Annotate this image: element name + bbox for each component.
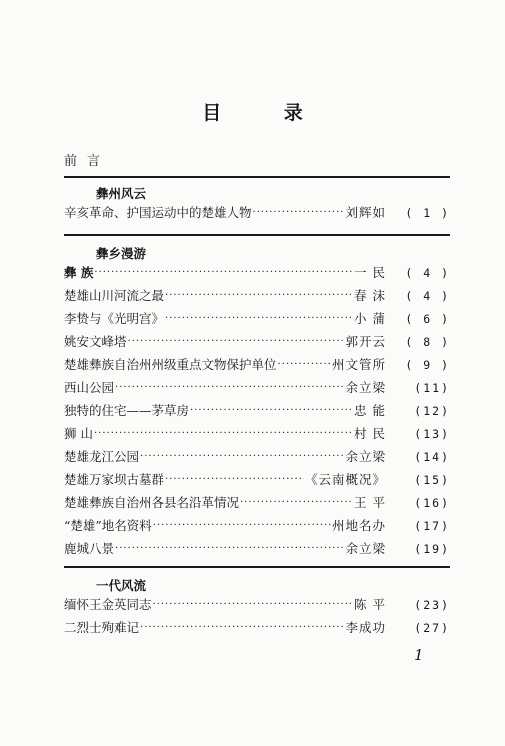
section-divider bbox=[64, 234, 450, 236]
entry-title: 缅怀王金英同志 bbox=[64, 597, 152, 612]
entry-author: 村 民 bbox=[354, 426, 386, 441]
entry-page: (17) bbox=[414, 519, 450, 533]
leader-dots bbox=[190, 402, 353, 420]
leader-dots bbox=[128, 333, 345, 351]
preface-entry: 前言 bbox=[64, 154, 111, 169]
entry-page: ( 6 ) bbox=[405, 312, 450, 326]
entry-title: 楚雄山川河流之最 bbox=[64, 288, 165, 303]
entry-title: 李贽与《光明宫》 bbox=[64, 311, 165, 326]
entry-author: 余立梁 bbox=[345, 380, 386, 395]
leader-dots bbox=[278, 356, 331, 374]
entry-author: 州地名办 bbox=[331, 518, 386, 533]
leader-dots bbox=[115, 379, 344, 397]
leader-dots bbox=[165, 287, 353, 305]
leader-dots bbox=[240, 494, 353, 512]
section-divider bbox=[64, 176, 450, 178]
toc-entry bbox=[64, 287, 450, 305]
entry-page: ( 9 ) bbox=[405, 358, 450, 372]
entry-page: (13) bbox=[414, 427, 450, 441]
section-divider bbox=[64, 566, 450, 568]
leader-dots bbox=[140, 448, 344, 466]
section-title-yizhou: 彝州风云 bbox=[96, 186, 147, 201]
toc-entry bbox=[64, 471, 450, 489]
page-title: 目 录 bbox=[202, 102, 331, 124]
page-number: 1 bbox=[414, 646, 424, 664]
leader-dots bbox=[115, 540, 344, 558]
entry-page: ( 1 ) bbox=[405, 206, 450, 220]
toc-entry bbox=[64, 448, 450, 466]
entry-title: 狮 山 bbox=[64, 426, 93, 441]
section-title-yidai: 一代风流 bbox=[96, 578, 147, 593]
entry-title: 楚雄彝族自治州各县名沿革情况 bbox=[64, 495, 240, 510]
toc-entry bbox=[64, 204, 450, 222]
leader-dots bbox=[94, 425, 353, 443]
entry-page: (11) bbox=[414, 381, 450, 395]
entry-page: (15) bbox=[414, 473, 450, 487]
entry-author: 余立梁 bbox=[345, 541, 386, 556]
entry-page: (14) bbox=[414, 450, 450, 464]
entry-page: (12) bbox=[414, 404, 450, 418]
entry-title: 楚雄龙江公园 bbox=[64, 449, 140, 464]
entry-title: 楚雄彝族自治州州级重点文物保护单位 bbox=[64, 357, 277, 372]
entry-page: ( 4 ) bbox=[405, 266, 450, 280]
toc-entry bbox=[64, 264, 450, 282]
entry-author: 一 民 bbox=[354, 265, 386, 280]
leader-dots bbox=[94, 264, 353, 282]
toc-entry bbox=[64, 517, 450, 535]
toc-entry bbox=[64, 333, 450, 351]
entry-author: 州文管所 bbox=[331, 357, 386, 372]
entry-page: (27) bbox=[414, 621, 450, 635]
toc-entry bbox=[64, 310, 450, 328]
entry-author: 《云南概况》 bbox=[304, 472, 386, 487]
entry-page: ( 4 ) bbox=[405, 289, 450, 303]
toc-entry bbox=[64, 379, 450, 397]
entry-title: 独特的住宅——茅草房 bbox=[64, 403, 190, 418]
leader-dots bbox=[165, 471, 304, 489]
entry-author: 李成功 bbox=[345, 620, 386, 635]
leader-dots bbox=[153, 596, 354, 614]
toc-entry bbox=[64, 540, 450, 558]
leader-dots bbox=[253, 204, 345, 222]
entry-title: 彝 族 bbox=[64, 265, 94, 280]
entry-title: 辛亥革命、护国运动中的楚雄人物 bbox=[64, 205, 252, 220]
entry-author: 小 蒲 bbox=[354, 311, 386, 326]
entry-title: “楚雄”地名资料 bbox=[64, 518, 152, 533]
toc-entry bbox=[64, 425, 450, 443]
entry-page: (23) bbox=[414, 598, 450, 612]
entry-author: 刘辉如 bbox=[345, 205, 386, 220]
toc-entry bbox=[64, 596, 450, 614]
toc-entry bbox=[64, 402, 450, 420]
entry-author: 春 沫 bbox=[354, 288, 386, 303]
entry-title: 二烈士殉难记 bbox=[64, 620, 140, 635]
entry-title: 姚安文峰塔 bbox=[64, 334, 127, 349]
entry-title: 鹿城八景 bbox=[64, 541, 115, 556]
entry-title: 楚雄万家坝古墓群 bbox=[64, 472, 165, 487]
entry-author: 郭开云 bbox=[345, 334, 386, 349]
leader-dots bbox=[165, 310, 353, 328]
leader-dots bbox=[153, 517, 331, 535]
toc-entry bbox=[64, 494, 450, 512]
leader-dots bbox=[140, 619, 344, 637]
toc-entry bbox=[64, 356, 450, 374]
entry-author: 忠 能 bbox=[354, 403, 386, 418]
toc-entry bbox=[64, 619, 450, 637]
entry-author: 余立梁 bbox=[345, 449, 386, 464]
entry-page: (16) bbox=[414, 496, 450, 510]
entry-title: 西山公园 bbox=[64, 380, 115, 395]
entry-author: 陈 平 bbox=[354, 597, 386, 612]
section-title-yixiang: 彝乡漫游 bbox=[96, 246, 147, 261]
entry-page: (19) bbox=[414, 542, 450, 556]
entry-author: 王 平 bbox=[354, 495, 386, 510]
entry-page: ( 8 ) bbox=[405, 335, 450, 349]
